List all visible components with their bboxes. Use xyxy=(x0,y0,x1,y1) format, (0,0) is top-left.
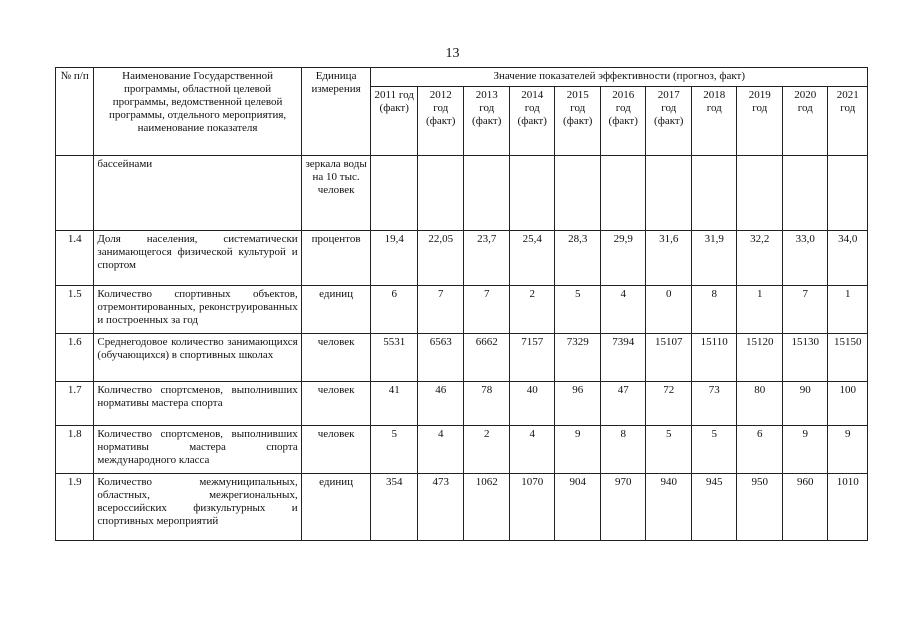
row-number: 1.8 xyxy=(56,426,94,474)
value-cell: 4 xyxy=(600,286,646,334)
table-row xyxy=(56,382,868,426)
value-cell: 22,05 xyxy=(417,231,464,286)
value-cell: 100 xyxy=(828,382,868,426)
value-cell: 41 xyxy=(371,382,418,426)
value-cell xyxy=(691,156,737,231)
table-row xyxy=(56,426,868,474)
value-cell: 8 xyxy=(600,426,646,474)
value-cell: 7329 xyxy=(555,334,601,382)
value-cell: 904 xyxy=(555,474,601,541)
header-year: 2014 год (факт) xyxy=(509,87,555,156)
value-cell: 4 xyxy=(509,426,555,474)
value-cell: 7 xyxy=(417,286,464,334)
value-cell: 1062 xyxy=(464,474,510,541)
indicator-name: Среднегодовое количество занимающихся (обучающихся) в спортивных школах xyxy=(94,334,301,382)
value-cell: 33,0 xyxy=(782,231,828,286)
unit-cell: человек xyxy=(301,426,371,474)
unit-cell: единиц xyxy=(301,286,371,334)
indicator-name: Доля населения, систематически занимающегося физической культурой и спортом xyxy=(94,231,301,286)
indicator-name: бассейнами xyxy=(94,156,301,231)
row-number: 1.5 xyxy=(56,286,94,334)
value-cell: 15130 xyxy=(782,334,828,382)
value-cell: 15150 xyxy=(828,334,868,382)
value-cell: 15110 xyxy=(691,334,737,382)
value-cell: 5 xyxy=(646,426,692,474)
value-cell: 7 xyxy=(464,286,510,334)
value-cell xyxy=(600,156,646,231)
value-cell: 354 xyxy=(371,474,418,541)
value-cell: 940 xyxy=(646,474,692,541)
value-cell: 1 xyxy=(737,286,783,334)
value-cell: 950 xyxy=(737,474,783,541)
value-cell: 945 xyxy=(691,474,737,541)
value-cell: 6563 xyxy=(417,334,464,382)
value-cell xyxy=(737,156,783,231)
header-name: Наименование Государственной программы, областной целевой программы, ведомственной целевой программы, отдельного мероприятия, наименование показателя xyxy=(94,68,301,156)
value-cell: 80 xyxy=(737,382,783,426)
value-cell: 23,7 xyxy=(464,231,510,286)
value-cell: 46 xyxy=(417,382,464,426)
indicators-table xyxy=(55,67,868,541)
value-cell: 9 xyxy=(555,426,601,474)
value-cell: 1070 xyxy=(509,474,555,541)
value-cell: 72 xyxy=(646,382,692,426)
unit-cell: единиц xyxy=(301,474,371,541)
value-cell: 0 xyxy=(646,286,692,334)
value-cell xyxy=(464,156,510,231)
unit-cell: процентов xyxy=(301,231,371,286)
row-number: 1.4 xyxy=(56,231,94,286)
value-cell xyxy=(646,156,692,231)
header-year: 2016 год (факт) xyxy=(600,87,646,156)
indicator-name: Количество спортсменов, выполнивших нормативы мастера спорта международного класса xyxy=(94,426,301,474)
value-cell: 960 xyxy=(782,474,828,541)
value-cell xyxy=(828,156,868,231)
value-cell: 5 xyxy=(691,426,737,474)
value-cell: 473 xyxy=(417,474,464,541)
header-num: № п/п xyxy=(56,68,94,156)
row-number: 1.7 xyxy=(56,382,94,426)
value-cell xyxy=(509,156,555,231)
value-cell: 1010 xyxy=(828,474,868,541)
value-cell: 970 xyxy=(600,474,646,541)
value-cell: 78 xyxy=(464,382,510,426)
value-cell: 96 xyxy=(555,382,601,426)
value-cell xyxy=(555,156,601,231)
value-cell: 8 xyxy=(691,286,737,334)
value-cell: 25,4 xyxy=(509,231,555,286)
table-row xyxy=(56,474,868,541)
table-row xyxy=(56,334,868,382)
row-number: 1.9 xyxy=(56,474,94,541)
value-cell: 19,4 xyxy=(371,231,418,286)
header-year: 2021 год xyxy=(828,87,868,156)
value-cell: 6662 xyxy=(464,334,510,382)
value-cell: 73 xyxy=(691,382,737,426)
header-values-group: Значение показателей эффективности (прогноз, факт) xyxy=(371,68,868,87)
table-body xyxy=(56,156,868,541)
value-cell: 31,6 xyxy=(646,231,692,286)
value-cell: 5 xyxy=(371,426,418,474)
value-cell: 32,2 xyxy=(737,231,783,286)
indicator-name: Количество спортсменов, выполнивших нормативы мастера спорта xyxy=(94,382,301,426)
value-cell: 2 xyxy=(509,286,555,334)
unit-cell: человек xyxy=(301,334,371,382)
header-year: 2015 год (факт) xyxy=(555,87,601,156)
value-cell: 9 xyxy=(828,426,868,474)
value-cell xyxy=(417,156,464,231)
header-year: 2017 год (факт) xyxy=(646,87,692,156)
indicator-name: Количество спортивных объектов, отремонтированных, реконструированных и построенных за год xyxy=(94,286,301,334)
value-cell: 7394 xyxy=(600,334,646,382)
page-number: 13 xyxy=(445,46,460,61)
value-cell: 40 xyxy=(509,382,555,426)
value-cell: 34,0 xyxy=(828,231,868,286)
header-year: 2020 год xyxy=(782,87,828,156)
value-cell: 29,9 xyxy=(600,231,646,286)
value-cell xyxy=(782,156,828,231)
header-row xyxy=(56,68,868,87)
header-year: 2019 год xyxy=(737,87,783,156)
value-cell: 7157 xyxy=(509,334,555,382)
value-cell: 15107 xyxy=(646,334,692,382)
value-cell: 4 xyxy=(417,426,464,474)
header-year: 2012 год (факт) xyxy=(417,87,464,156)
value-cell: 28,3 xyxy=(555,231,601,286)
value-cell: 9 xyxy=(782,426,828,474)
unit-cell: человек xyxy=(301,382,371,426)
value-cell: 6 xyxy=(371,286,418,334)
table-row xyxy=(56,156,868,231)
unit-cell: зеркала воды на 10 тыс. человек xyxy=(301,156,371,231)
value-cell: 15120 xyxy=(737,334,783,382)
value-cell: 90 xyxy=(782,382,828,426)
value-cell: 1 xyxy=(828,286,868,334)
table-row xyxy=(56,286,868,334)
value-cell: 5531 xyxy=(371,334,418,382)
header-year: 2013 год (факт) xyxy=(464,87,510,156)
row-number xyxy=(56,156,94,231)
indicator-name: Количество межмуниципальных, областных, межрегиональных, всероссийских физкультурных и спортивных мероприятий xyxy=(94,474,301,541)
value-cell: 6 xyxy=(737,426,783,474)
value-cell: 5 xyxy=(555,286,601,334)
value-cell: 47 xyxy=(600,382,646,426)
header-year: 2011 год (факт) xyxy=(371,87,418,156)
row-number: 1.6 xyxy=(56,334,94,382)
value-cell: 31,9 xyxy=(691,231,737,286)
header-year: 2018 год xyxy=(691,87,737,156)
value-cell xyxy=(371,156,418,231)
header-unit: Единица измерения xyxy=(301,68,371,156)
value-cell: 2 xyxy=(464,426,510,474)
table-row xyxy=(56,231,868,286)
value-cell: 7 xyxy=(782,286,828,334)
